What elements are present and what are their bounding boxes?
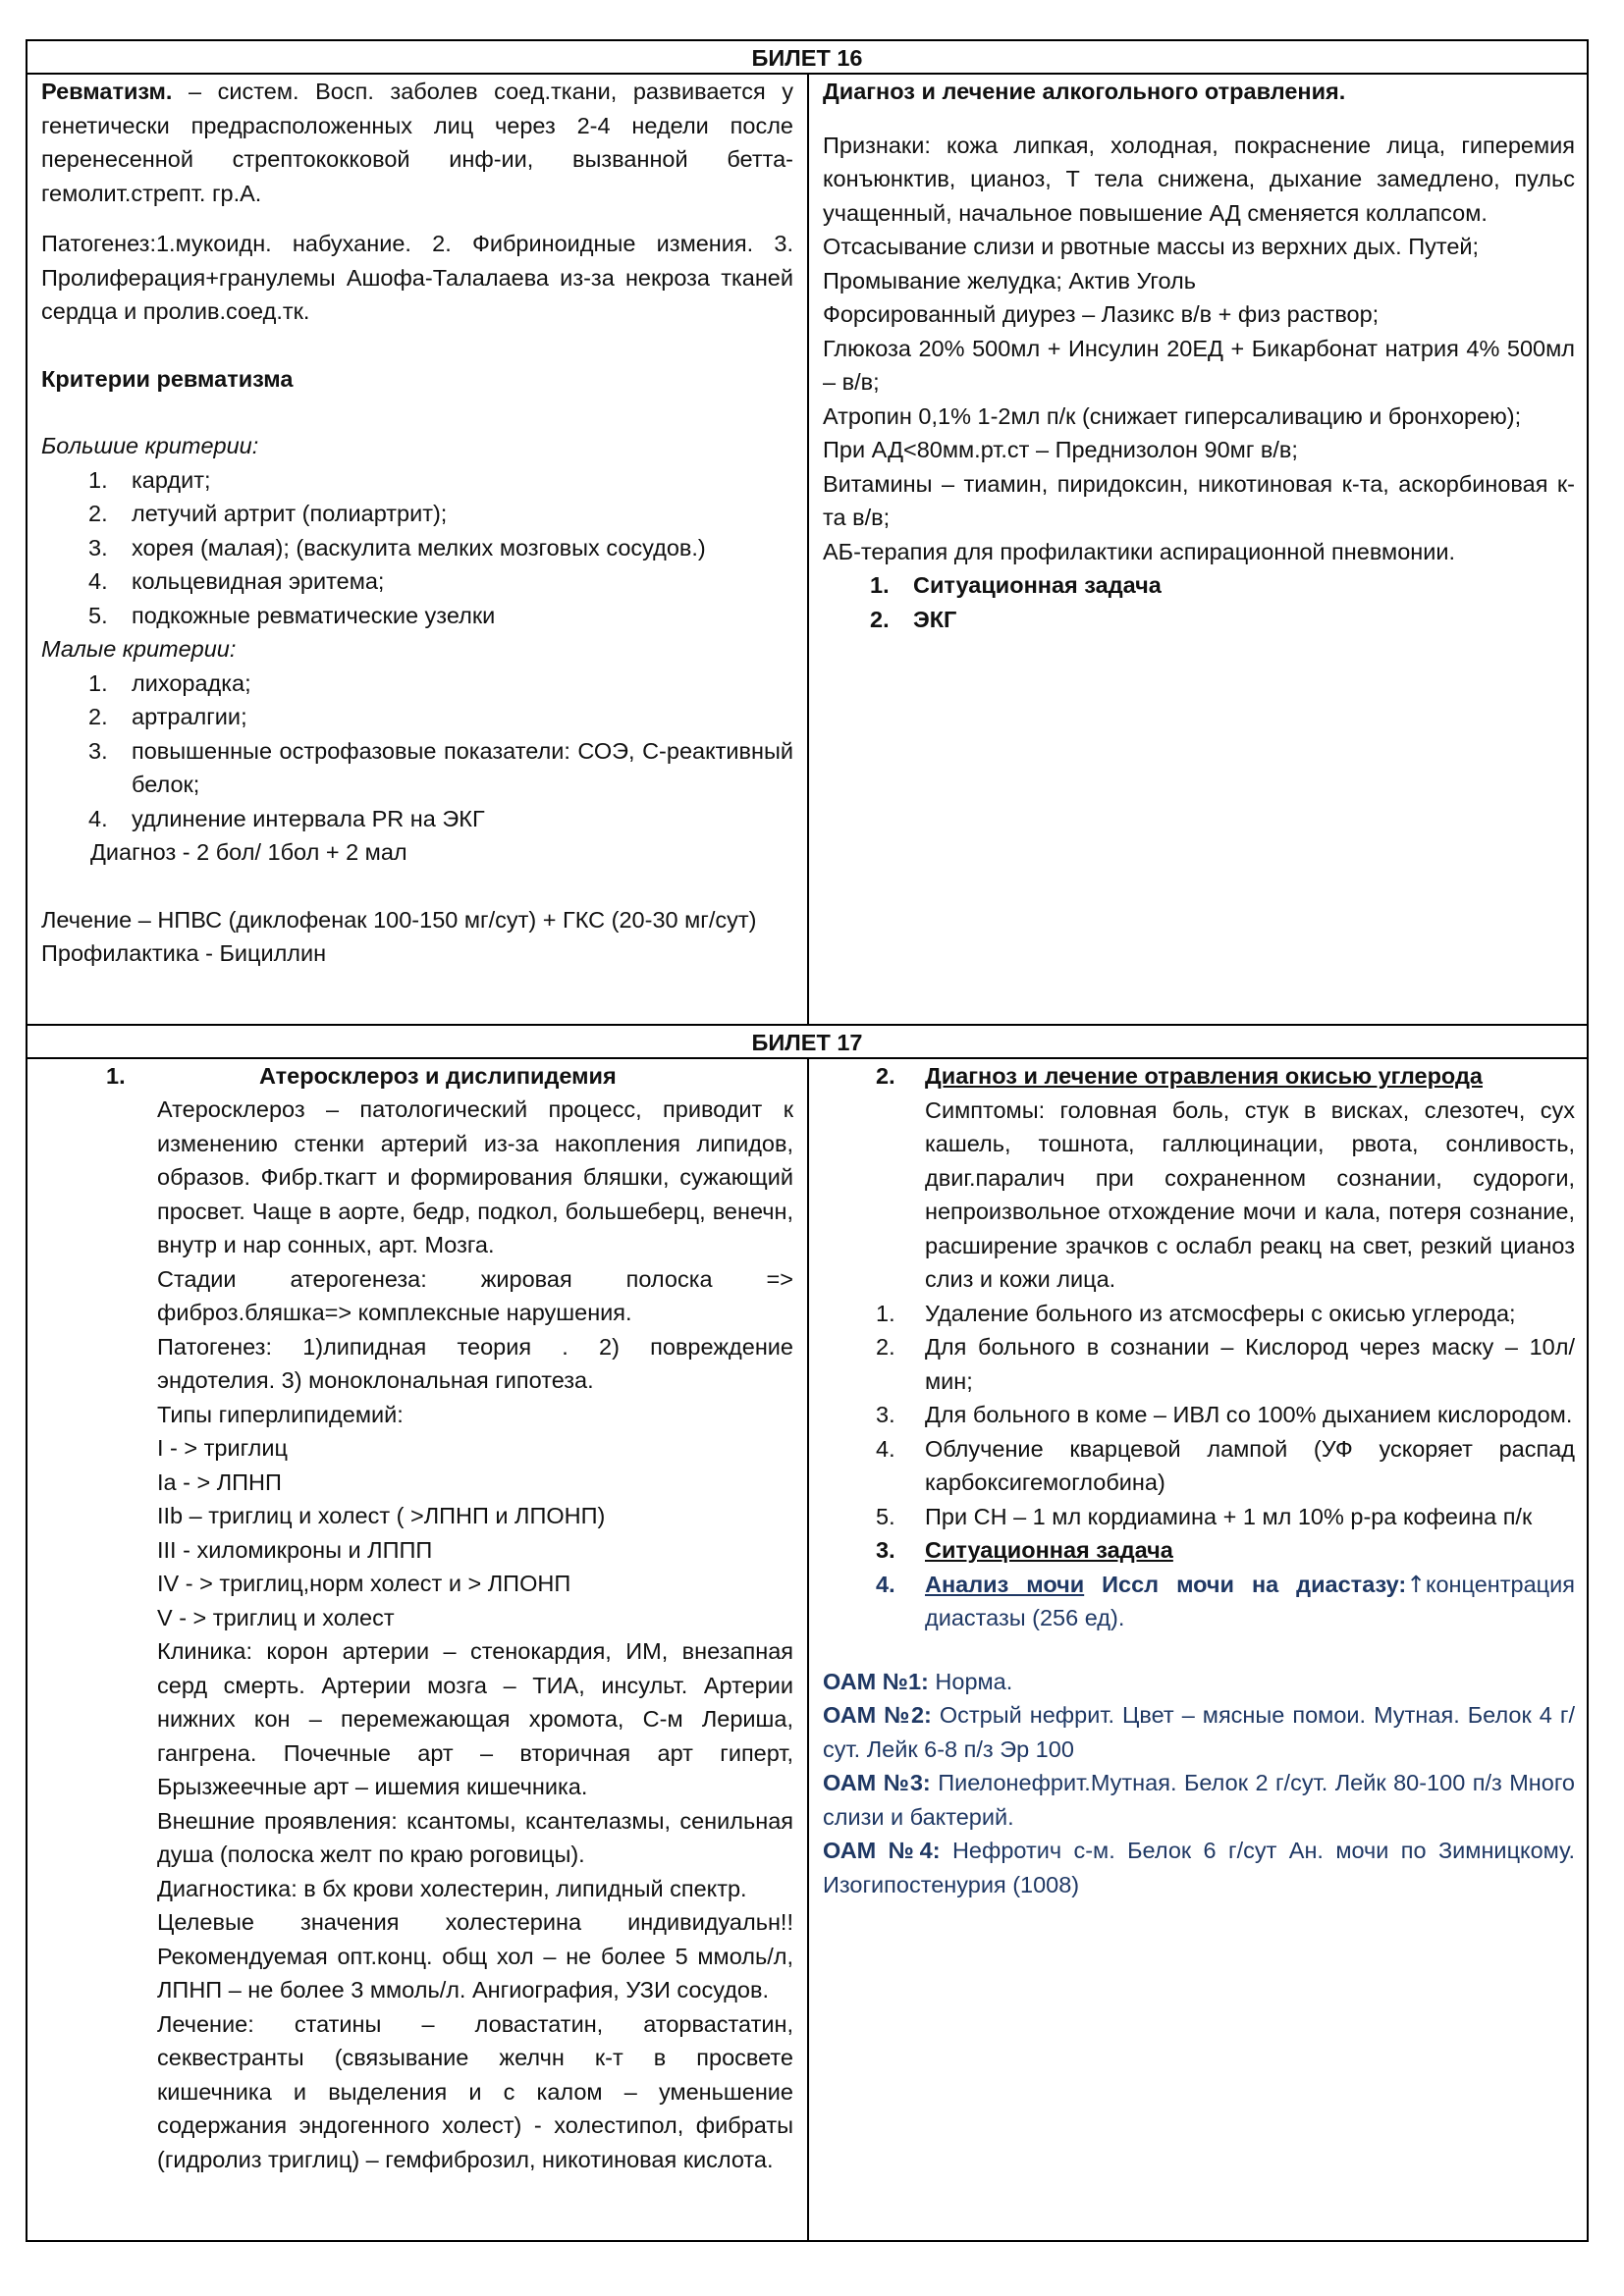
athero-paragraph: Целевые значения холестерина индивидуальн!! Рекомендуемая опт.конц. общ хол – не более 5 ммоль/л, ЛПНП – не более 3 ммоль/л. Ангиография, УЗИ сосудов. <box>157 1909 793 2002</box>
up-arrow-icon: ↑ <box>1406 1570 1426 1598</box>
minor-criteria-title: Малые критерии: <box>41 636 237 662</box>
list-item: 4. Облучение кварцевой лампой (УФ ускоряет распад карбоксигемоглобина) <box>876 1435 1575 1495</box>
alcohol-line: При АД<80мм.рт.ст – Преднизолон 90мг в/в; <box>823 437 1298 462</box>
alcohol-line: Промывание желудка; Актив Уголь <box>823 267 1196 294</box>
athero-paragraph: Стадии атерогенеза: жировая полоска => фиброз.бляшка=> комплексные нарушения. <box>157 1265 793 1325</box>
task-item: 3. Ситуационная задача <box>876 1537 1173 1563</box>
athero-paragraph: IV - > триглиц,норм холест и > ЛПОНП <box>157 1571 571 1596</box>
list-item: 3. хорея (малая); (васкулита мелких мозговых сосудов.) <box>88 534 706 561</box>
athero-paragraph: Патогенез: 1)липидная теория . 2) повреждение эндотелия. 3) моноклональная гипотеза. <box>157 1333 793 1393</box>
rheumatism-prophylaxis: Профилактика - Бициллин <box>41 940 327 966</box>
rheumatism-definition: Ревматизм. – систем. Восп. заболев соед.ткани, развивается у генетически предрасположенных лиц через 2-4 недели после перенесенной стрептококковой инф-ии, вызванной бетта-гемолит.стрепт. гр.А. <box>41 79 793 206</box>
urine-result: ОАМ №4: Нефротич с-м. Белок 6 г/сут Ан. мочи по Зимницкому. Изогипостенурия (1008) <box>823 1838 1575 1897</box>
co-heading: 2. Диагноз и лечение отравления окисью углерода <box>876 1063 1483 1089</box>
list-item: 5. подкожные ревматические узелки <box>88 602 496 628</box>
major-criteria-list <box>41 463 793 633</box>
athero-paragraph: Клиника: корон артерии – стенокардия, ИМ, внезапная серд смерть. Артерии мозга – ТИА, инсульт. Артерии нижних кон – перемежающая хромота, С-м Лериша, гангрена. Почечные арт – вторичная арт гиперт, Брызжеечные арт – ишемия кишечника. <box>157 1638 793 1799</box>
alcohol-line: Глюкоза 20% 500мл + Инсулин 20ЕД + Бикарбонат натрия 4% 500мл – в/в; <box>823 335 1575 395</box>
list-item: 2. артралгии; <box>88 704 247 729</box>
atherosclerosis-heading: 1. Атеросклероз и дислипидемия <box>106 1063 617 1089</box>
list-item: 3. Для больного в коме – ИВЛ со 100% дыханием кислородом. <box>876 1402 1573 1427</box>
alcohol-line: Отсасывание слизи и рвотные массы из верхних дых. Путей; <box>823 234 1480 259</box>
urine-result: ОАМ №1: Норма. <box>823 1668 1013 1694</box>
athero-paragraph: Типы гиперлипидемий: <box>157 1401 404 1427</box>
athero-paragraph: Внешние проявления: ксантомы, ксантелазмы, сенильная душа (полоска желт по краю роговицы). <box>157 1807 793 1867</box>
list-item: 2. Для больного в сознании – Кислород через маску – 10л/мин; <box>876 1334 1575 1394</box>
alcohol-line: Форсированный диурез – Лазикс в/в + физ раствор; <box>823 301 1380 327</box>
list-item: 1. лихорадка; <box>88 669 251 696</box>
rheumatism-treatment: Лечение – НПВС (диклофенак 100-150 мг/сут) + ГКС (20-30 мг/сут) <box>41 906 757 933</box>
urine-result: ОАМ №3: Пиелонефрит.Мутная. Белок 2 г/сут. Лейк 80-100 п/з Много слизи и бактерий. <box>823 1770 1575 1830</box>
athero-paragraph: Атеросклероз – патологический процесс, приводит к изменению стенки артерий из-за накопления липидов, образов. Фибр.ткагт и формирования бляшки, сужающий просвет. Чаще в аорте, бедр, подкол, большеберц, венечн, внутр и нар сонных, арт. Мозга. <box>157 1096 793 1257</box>
athero-paragraph: Диагностика: в бх крови холестерин, липидный спектр. <box>157 1875 747 1901</box>
athero-paragraph: Лечение: статины – ловастатин, аторвастатин, секвестранты (связывание желчн к-т в просвете кишечника и выделения и с калом – уменьшение содержания эндогенного холест) - холестипол, фибраты (гидролиз триглиц) – гемфиброзил, никотиновая кислота. <box>157 2010 793 2172</box>
list-item: 1. Удаление больного из атсмосферы с окисью углерода; <box>876 1300 1516 1326</box>
major-criteria-title: Большие критерии: <box>41 433 259 458</box>
criteria-title: Критерии ревматизма <box>41 365 294 392</box>
list-item: 2. летучий артрит (полиартрит); <box>88 501 448 526</box>
list-item: 4. кольцевидная эритема; <box>88 568 385 594</box>
urine-result: ОАМ №2: Острый нефрит. Цвет – мясные помои. Мутная. Белок 4 г/сут. Лейк 6-8 п/з Эр 100 <box>823 1702 1575 1762</box>
task-item: 1. Ситуационная задача <box>870 572 1162 598</box>
list-item: 5. При СН – 1 мл кордиамина + 1 мл 10% р-ра кофеина п/к <box>876 1503 1533 1529</box>
athero-paragraph: III - хиломикроны и ЛППП <box>157 1536 433 1563</box>
athero-paragraph: V - > триглиц и холест <box>157 1604 395 1630</box>
alcohol-title: Диагноз и лечение алкогольного отравления. <box>823 79 1346 104</box>
list-item: 4. удлинение интервала PR на ЭКГ <box>88 805 485 831</box>
alcohol-poisoning-cell <box>809 75 1589 1024</box>
urine-analysis-task: 4. Анализ мочи Иссл мочи на диастазу:↑концентрация диастазы (256 ед). <box>876 1570 1575 1630</box>
minor-criteria-list <box>41 667 793 836</box>
alcohol-line: АБ-терапия для профилактики аспирационной пневмонии. <box>823 538 1456 564</box>
diagnosis-rule: Диагноз - 2 бол/ 1бол + 2 мал <box>90 839 407 865</box>
ticket-table <box>26 39 1589 2242</box>
list-item: 3. повышенные острофазовые показатели: СОЭ, С-реактивный белок; <box>88 737 793 797</box>
athero-paragraph: IIb – триглиц и холест ( >ЛПНП и ЛПОНП) <box>157 1503 606 1528</box>
list-item: 1. кардит; <box>88 466 211 493</box>
ticket-16-header: БИЛЕТ 16 <box>27 41 1587 75</box>
athero-paragraph: I - > триглиц <box>157 1435 288 1461</box>
co-symptoms: Симптомы: головная боль, стук в висках, слезотеч, сух кашель, тошнота, галлюцинации, рвота, сонливость, двиг.паралич при сохраненном сознании, судороги, непроизвольное отхождение мочи и кала, потеря сознание, расширение зрачков с ослабл реакц на свет, резкий цианоз слиз и кожи лица. <box>925 1096 1575 1292</box>
task-item: 2. ЭКГ <box>870 606 957 632</box>
athero-paragraph: Ia - > ЛПНП <box>157 1468 282 1495</box>
ticket-17-header: БИЛЕТ 17 <box>27 1024 1587 1059</box>
alcohol-signs: Признаки: кожа липкая, холодная, покраснение лица, гиперемия конъюнктив, цианоз, Т тела снижена, дыхание замедлено, пульс учащенный, начальное повышение АД сменяется коллапсом. <box>823 132 1575 226</box>
rheumatism-pathogenesis: Патогенез:1.мукоидн. набухание. 2. Фибриноидные измения. 3. Пролиферация+гранулемы Ашофа-Талалаева из-за некроза тканей сердца и пролив.соед.тк. <box>41 231 793 324</box>
rheumatism-cell <box>27 75 807 1024</box>
co-poisoning-cell <box>809 1059 1589 2242</box>
atherosclerosis-cell <box>27 1059 807 2242</box>
alcohol-line: Атропин 0,1% 1-2мл п/к (снижает гиперсаливацию и бронхорею); <box>823 402 1522 429</box>
alcohol-line: Витамины – тиамин, пиридоксин, никотиновая к-та, аскорбиновая к-та в/в; <box>823 470 1575 530</box>
